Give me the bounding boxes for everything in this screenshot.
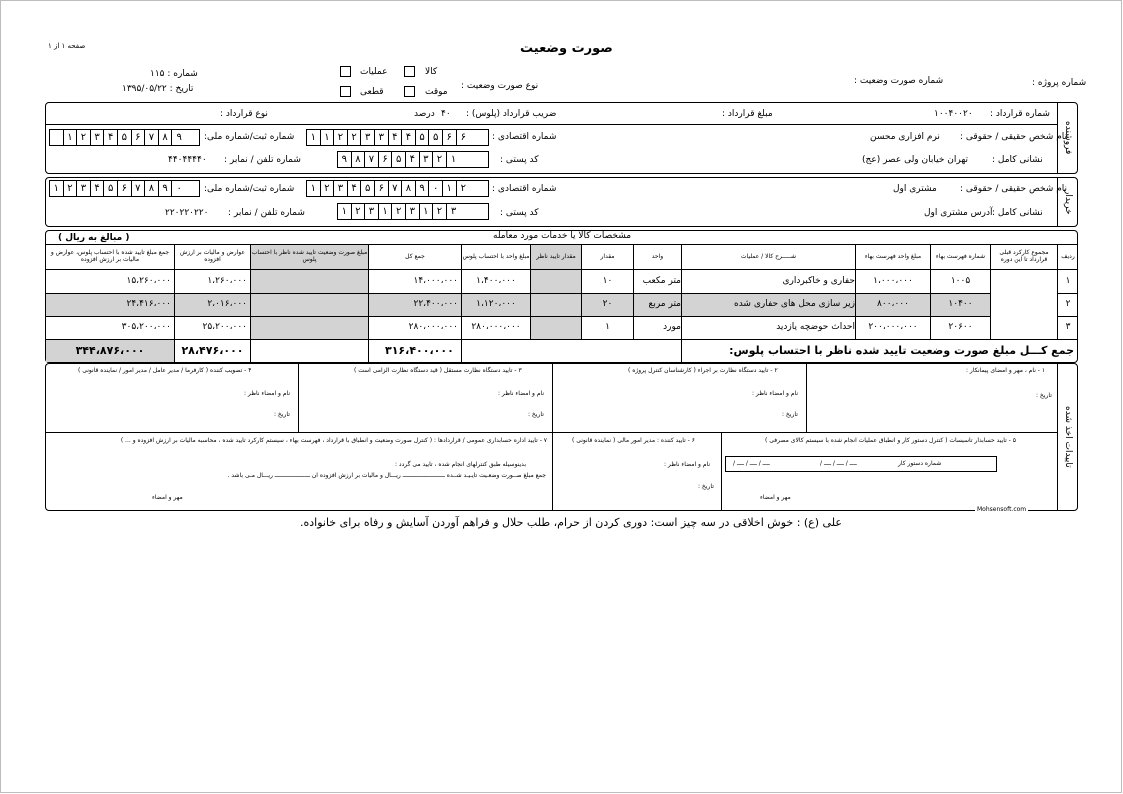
header-approved-amount: مبلغ صورت وضعیت تایید شده ناظر با احتساب پلوس	[251, 249, 368, 263]
row2-unit-price: ۸۰۰،۰۰۰	[877, 299, 909, 310]
approval-box7: ۷ - تایید اداره حسابداری عمومی / قراردادها : ( کنترل صورت وضعیت و انطباق با قرارداد ، فهرست بهاء ، سیستم کارکرد تایید شده ، محاسبه مالیات بر ارزش افزوده و ... )	[120, 437, 547, 444]
buyer-postal-label: کد پستی :	[500, 208, 539, 218]
row2-number: ۲	[1065, 299, 1071, 310]
row3-grand: ۳۰۵،۲۰۰،۰۰۰	[121, 322, 171, 333]
header-description: شـــــرح کالا / عملیات	[740, 252, 797, 260]
approval-box3-date: تاریخ :	[528, 411, 544, 418]
checkbox-final-label: قطعی	[360, 87, 384, 97]
statement-date: تاریخ : ۱۳۹۵/۰۵/۲۲	[122, 84, 194, 94]
statement-number: شماره : ۱۱۵	[150, 69, 198, 79]
approval-box2-sign: نام و امضاء ناظر :	[752, 390, 799, 397]
contract-number: ۱۰۰۴۰۰۲۰	[934, 109, 973, 119]
header-unit: واحد	[651, 252, 664, 260]
header-total: جمع کل	[405, 252, 425, 260]
buyer-phone: ۲۲۰۲۲۰۲۲۰	[165, 208, 209, 218]
row3-number: ۳	[1065, 322, 1071, 333]
coefficient-value: ۴۰	[441, 109, 451, 119]
buyer-address: آدرس مشتری اول	[924, 208, 993, 218]
approval-box3-sign: نام و امضاء ناظر :	[498, 390, 545, 397]
seller-postal-digits: ۹ ۸ ۷ ۶ ۵ ۴ ۳ ۲ ۱	[337, 151, 489, 168]
seller-phone: ۴۴۰۴۴۴۴۰	[168, 155, 207, 165]
buyer-name: مشتری اول	[893, 184, 937, 194]
coefficient-unit: درصد	[414, 109, 435, 119]
row3-total: ۲۸۰،۰۰۰،۰۰۰	[408, 322, 458, 333]
checkbox-final[interactable]	[340, 86, 351, 97]
page-indicator: صفحه ۱ از ۱	[48, 42, 86, 50]
contractor-total-column	[990, 270, 1057, 340]
row3-duties: ۲۵،۲۰۰،۰۰۰	[202, 322, 247, 333]
seller-phone-label: شماره تلفن / نمابر :	[224, 155, 301, 165]
buyer-address-label: نشانی کامل :	[992, 208, 1043, 218]
seller-economic-label: شماره اقتصادی :	[492, 132, 557, 142]
order-number-label: شماره دستور کار	[898, 460, 942, 467]
approval-box2: ۲ - تایید دستگاه نظارت بر اجراء ( کارشناسان کنترل پروژه )	[628, 367, 778, 374]
order-date-blanks: / ــــ / ــــ / ــــ	[733, 460, 770, 467]
approval-box2-date: تاریخ :	[782, 411, 798, 418]
row2-code: ۱۰۴۰۰	[948, 299, 973, 310]
header-duties: عوارض و مالیات بر ارزش افزوده	[180, 249, 245, 263]
buyer-national-label: شماره ثبت/شماره ملی:	[204, 184, 295, 194]
row2-unit-amount: ۱،۱۲۰،۰۰۰	[476, 299, 516, 310]
row2-description: زیر سازی محل های حفاری شده	[733, 299, 855, 310]
currency-note: ( مبالغ به ریال )	[58, 233, 130, 243]
summary-label: جمع کـــل مبلغ صورت وضعیت تایید شده ناظر با احتساب پلوس:	[729, 343, 1074, 357]
statement-type-label: نوع صورت وضعیت :	[461, 81, 539, 91]
buyer-economic-digits: ۱ ۲ ۳ ۴ ۵ ۶ ۷ ۸ ۹ ۰ ۱ ۲	[306, 180, 489, 197]
row3-unit-amount: ۲۸۰،۰۰۰،۰۰۰	[471, 322, 521, 333]
approval-box1-date: تاریخ :	[1036, 392, 1052, 399]
seller-economic-digits: ۱ ۱ ۲ ۲ ۳ ۳ ۴ ۴ ۵ ۵ ۶ ۶	[306, 129, 489, 146]
seller-name: نرم افزاری محسن	[870, 132, 940, 142]
row2-duties: ۲،۰۱۶،۰۰۰	[207, 299, 247, 310]
row3-unit-price: ۲۰۰،۰۰۰،۰۰۰	[868, 322, 918, 333]
approval-box3: ۳ - تایید دستگاه نظارت مستقل ( قید دستگاه نظارت الزامی است )	[354, 367, 522, 374]
buyer-name-label: نام شخص حقیقی / حقوقی :	[960, 184, 1068, 194]
project-number-label: شماره پروژه :	[1032, 78, 1087, 88]
header-contractor-total: مجموع کارکرد قبلی قرارداد تا این دوره	[999, 249, 1049, 263]
sum-grand: ۳۴۴،۸۷۶،۰۰۰	[75, 343, 145, 357]
row1-duties: ۱،۲۶۰،۰۰۰	[207, 276, 247, 287]
row1-unit-price: ۱،۰۰۰،۰۰۰	[873, 276, 913, 287]
approvals-label: تاییدات اخذ شده	[1063, 406, 1073, 468]
seller-national-label: شماره ثبت/شماره ملی:	[204, 132, 295, 142]
contract-type-label: نوع قرارداد :	[220, 109, 268, 119]
appr-col-4	[721, 432, 722, 511]
approval-box6-date: تاریخ :	[698, 483, 714, 490]
header-unit-amount: مبلغ واحد با احتساب پلوس	[462, 252, 530, 260]
row2-quantity: ۲۰	[602, 299, 613, 310]
header-grand-total: جمع مبلغ تایید شده با احتساب پلوس، عوارض و مالیات بر ارزش افزوده	[50, 249, 170, 263]
appr-col-2	[552, 363, 553, 511]
row3-quantity: ۱	[605, 322, 610, 333]
header-unit-price: مبلغ واحد فهرست بهاء	[864, 252, 922, 260]
seller-address-label: نشانی کامل :	[992, 155, 1043, 165]
approval-box6: ۶ - تایید کننده : مدیر امور مالی ( نماینده قانونی )	[572, 437, 695, 444]
approval-box4-sign: نام و امضاء ناظر :	[244, 390, 291, 397]
sum-duties: ۲۸،۴۷۶،۰۰۰	[181, 343, 244, 357]
header-row: ردیف	[1061, 252, 1075, 260]
row1-code: ۱۰۰۵	[950, 276, 971, 287]
appr-col-3	[298, 363, 299, 432]
seller-name-label: نام شخص حقیقی / حقوقی :	[960, 132, 1068, 142]
row3-description: احداث حوضچه یازدید	[776, 322, 855, 333]
contract-amount-label: مبلغ قرارداد :	[722, 109, 773, 119]
row2-total: ۲۲،۴۰۰،۰۰۰	[413, 299, 458, 310]
approval-box5-seal: مهر و امضاء	[760, 494, 791, 501]
approval-box7-line1: بدینوسیله طبق کنترلهای انجام شده ، تایید می گردد :	[395, 461, 526, 468]
sum-total: ۳۱۶،۴۰۰،۰۰۰	[385, 343, 454, 357]
row1-total: ۱۴،۰۰۰،۰۰۰	[413, 276, 458, 287]
row1-unit-amount: ۱،۴۰۰،۰۰۰	[476, 276, 516, 287]
row2-grand: ۲۴،۴۱۶،۰۰۰	[126, 299, 171, 310]
footer-quote: علی (ع) : خوش اخلاقی در سه چیز است: دوری کردن از حرام، طلب حلال و فراهم آوردن آسایش و رفاه برای خانواده.	[300, 516, 842, 529]
buyer-label: خریدار	[1063, 189, 1073, 215]
buyer-postal-digits: ۱ ۲ ۳ ۱ ۲ ۳ ۱ ۲ ۳	[337, 203, 489, 220]
contract-number-label: شماره قرارداد :	[990, 109, 1050, 119]
row3-unit: مورد	[663, 322, 681, 333]
row1-quantity: ۱۰	[602, 276, 613, 287]
seller-address: تهران خیابان ولی عصر (عج)	[862, 155, 968, 165]
seller-national-digits: ۱ ۲ ۳ ۴ ۵ ۶ ۷ ۸ ۹	[49, 129, 200, 146]
checkbox-operations-label: عملیات	[360, 67, 388, 77]
seller-postal-label: کد پستی :	[500, 155, 539, 165]
checkbox-temporary[interactable]	[404, 86, 415, 97]
order-number-blanks: / ــــ / ــــ / ــــ	[820, 460, 857, 467]
approval-box1: ۱ - نام ، مهر و امضای پیمانکار :	[966, 367, 1046, 374]
checkbox-goods-label: کالا	[425, 67, 438, 77]
approval-box4: ۴ - تصویب کننده ( کارفرما / مدیر عامل / مدیر امور / نماینده قانونی )	[78, 367, 252, 374]
checkbox-operations[interactable]	[340, 66, 351, 77]
appr-col-1	[806, 363, 807, 432]
buyer-national-digits: ۱ ۲ ۳ ۴ ۵ ۶ ۷ ۸ ۹ ۰	[49, 180, 200, 197]
seller-label: فروشنده	[1063, 121, 1073, 155]
approval-box4-date: تاریخ :	[274, 411, 290, 418]
row1-description: حفاری و خاکبرداری	[782, 276, 855, 287]
row1-unit: متر مکعب	[642, 276, 681, 287]
header-approved-qty: مقدار تایید ناظر	[536, 252, 576, 260]
coefficient-label: ضریب قرارداد (پلوس) :	[466, 109, 557, 119]
row1-number: ۱	[1065, 276, 1071, 287]
approvals-mid-divider	[45, 432, 1057, 433]
header-quantity: مقدار	[600, 252, 615, 260]
approval-box7-line2: جمع مبلغ صــورت وضعـیت تایـیـد شــده ــــــــــــــــــــــــ ریـــال و مالیات بر ارزش افزوده آن ــــــــــــــــــــ ریـــال مـی باشد .	[227, 472, 546, 479]
statement-number-label: شماره صورت وضعیت :	[854, 76, 944, 86]
approval-box7-seal: مهر و امضاء	[152, 494, 183, 501]
approval-box5: ۵ - تایید حسابدار تاسیسات ( کنترل دستور کار و انطباق عملیات انجام شده با سیستم کالای مصرفی )	[765, 437, 1016, 444]
row1-grand: ۱۵،۲۶۰،۰۰۰	[126, 276, 171, 287]
items-section-title: مشخصات کالا یا خدمات مورد معامله	[493, 231, 632, 241]
checkbox-temporary-label: موقت	[425, 87, 448, 97]
buyer-economic-label: شماره اقتصادی :	[492, 184, 557, 194]
brand-label: Mohsensoft.com	[977, 506, 1027, 513]
checkbox-goods[interactable]	[404, 66, 415, 77]
row2-unit: متر مربع	[648, 299, 681, 310]
contract-divider	[45, 124, 1057, 125]
approval-box6-sign: نام و امضاء ناظر :	[664, 461, 711, 468]
row3-code: ۲۰۶۰۰	[948, 322, 973, 333]
header-price-list-no: شماره فهرست بهاء	[935, 252, 986, 260]
page-title: صورت وضعیت	[520, 41, 613, 56]
buyer-phone-label: شماره تلفن / نمابر :	[228, 208, 305, 218]
